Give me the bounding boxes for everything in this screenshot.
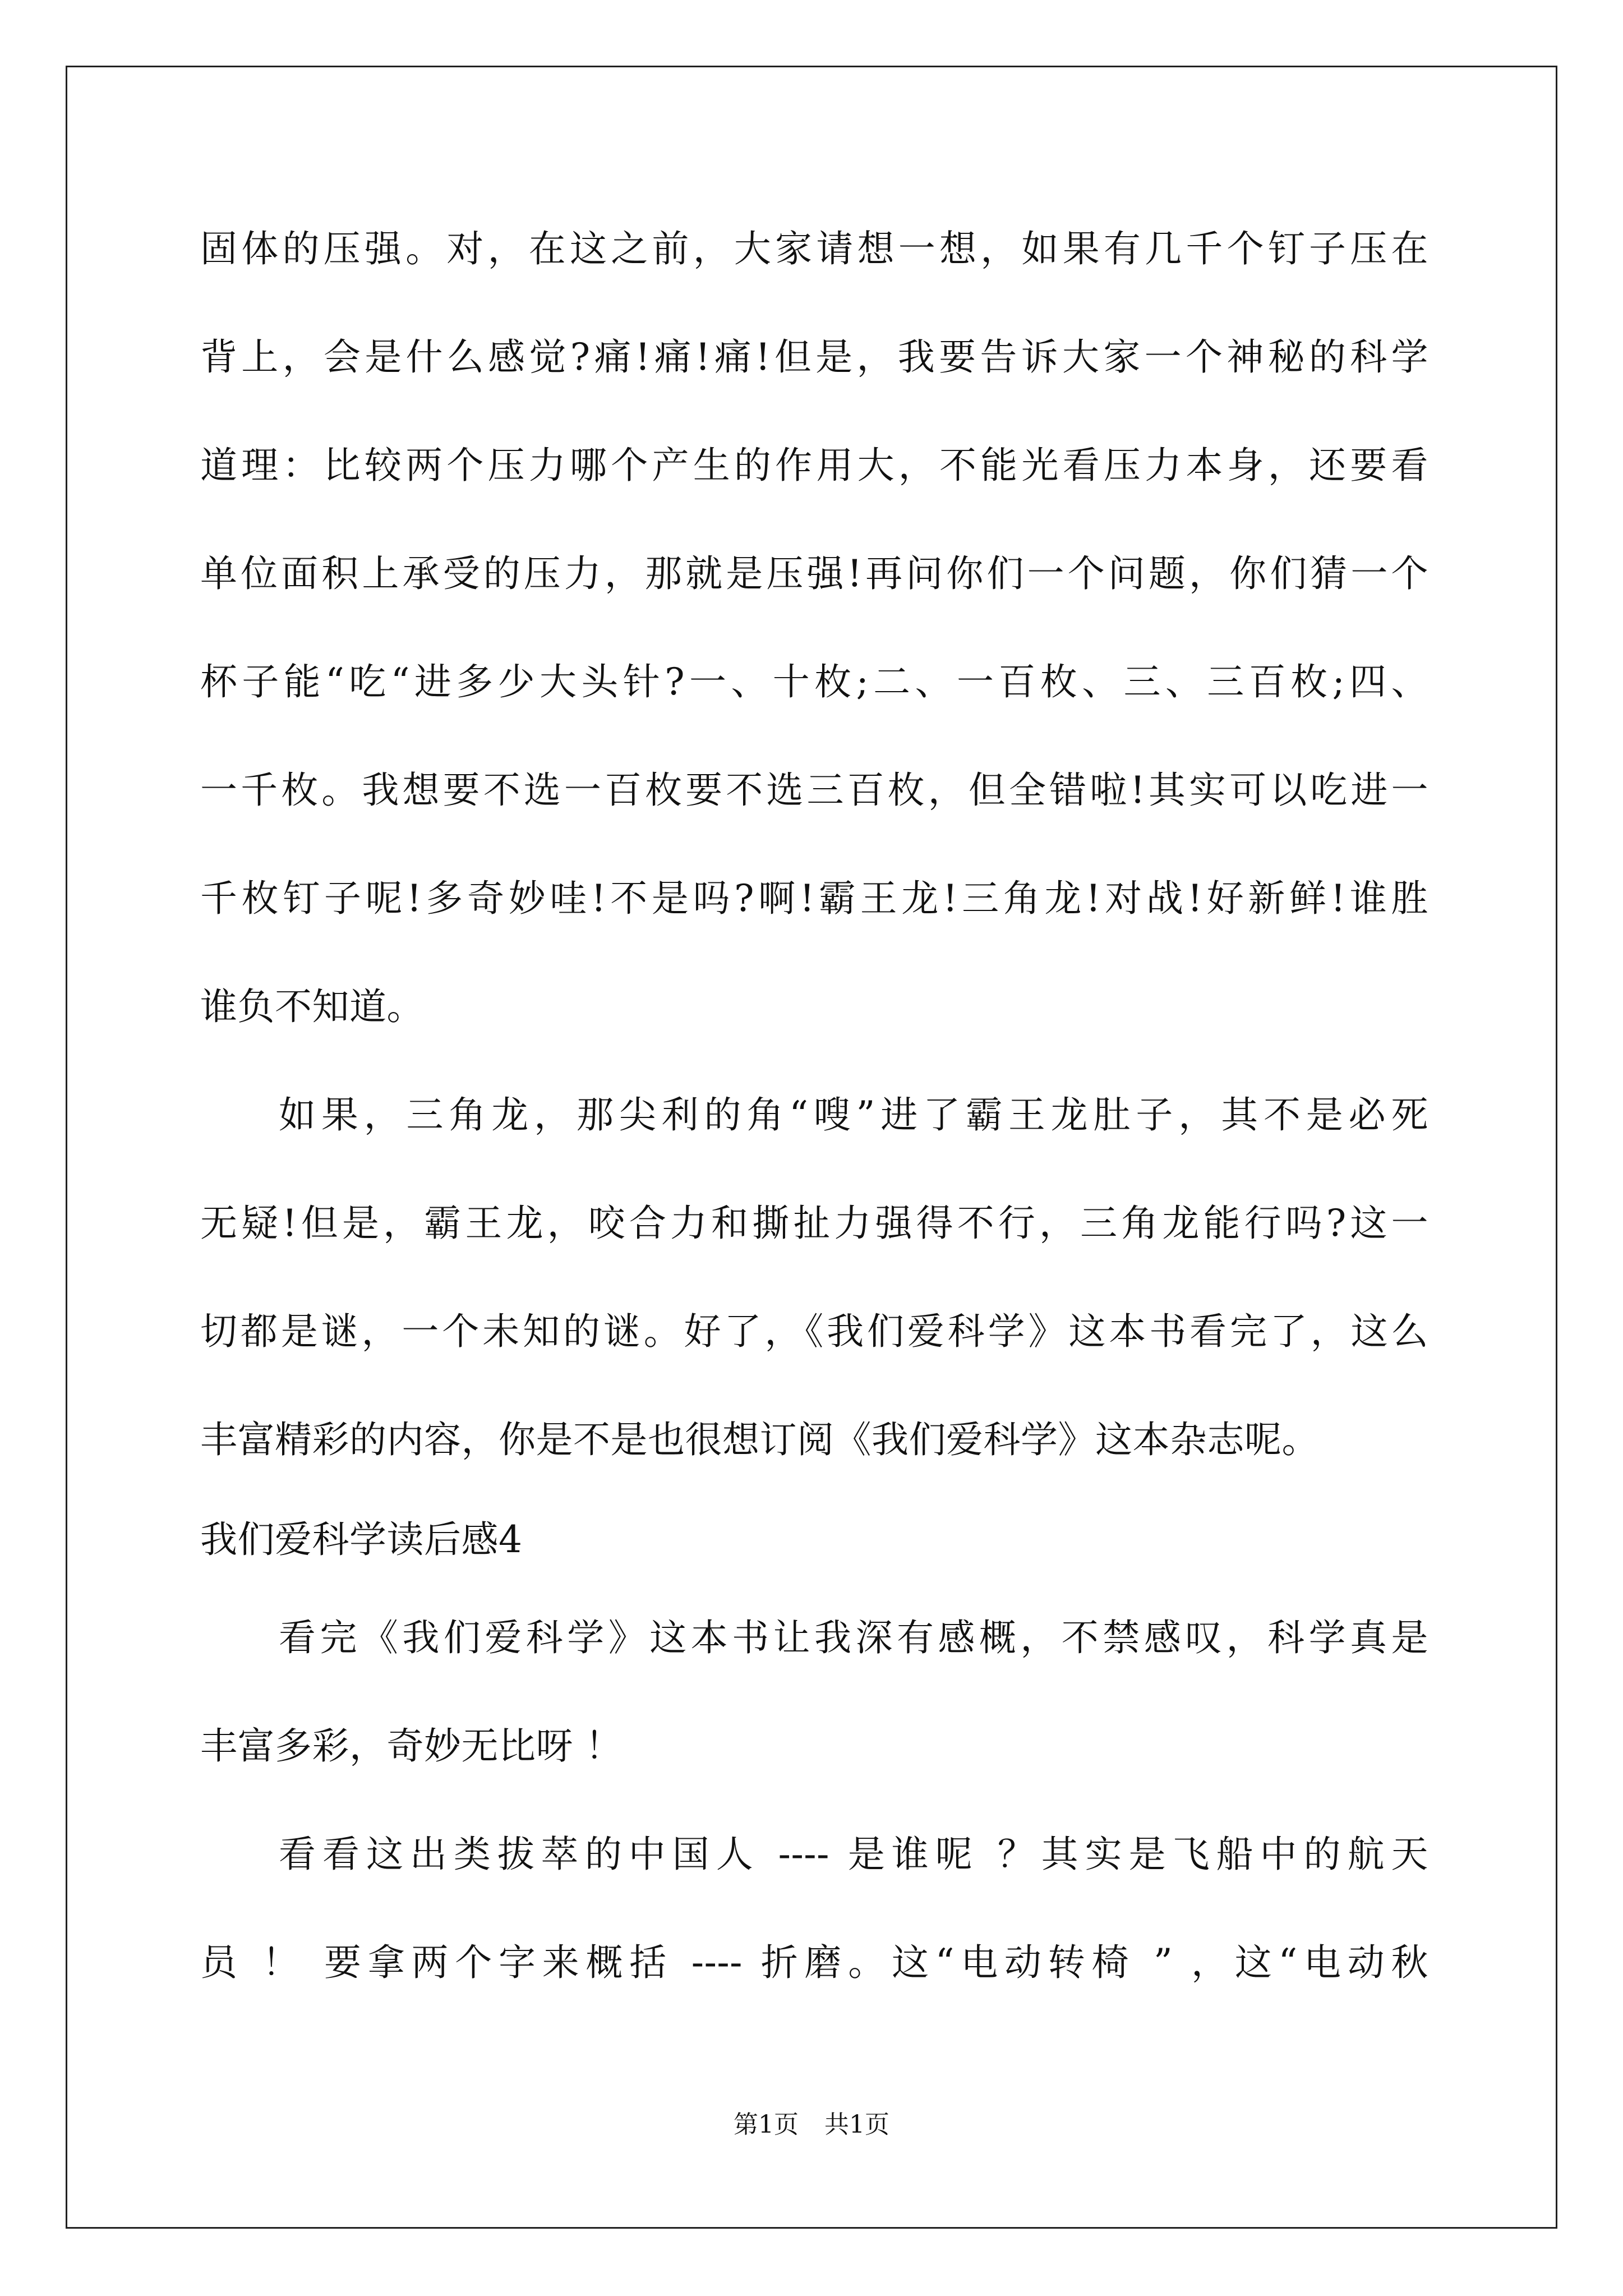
text-line: 无疑!但是，霸王龙，咬合力和撕扯力强得不行，三角龙能行吗?这一	[200, 1202, 1428, 1245]
text-line: 单位面积上承受的压力，那就是压强!再问你们一个问题，你们猜一个	[200, 552, 1428, 595]
text-line: 道理：比较两个压力哪个产生的作用大，不能光看压力本身，还要看	[200, 444, 1428, 487]
text-line: 千枚钉子呢!多奇妙哇!不是吗?啊!霸王龙!三角龙!对战!好新鲜!谁胜	[200, 877, 1428, 920]
section-heading: 我们爱科学读后感4	[200, 1518, 523, 1561]
text-line: 看看这出类拔萃的中国人 ---- 是谁呢 ？其实是飞船中的航天	[279, 1833, 1428, 1876]
text-line: 背上，会是什么感觉?痛!痛!痛!但是，我要告诉大家一个神秘的科学	[200, 335, 1428, 379]
text-line: 如果，三角龙，那尖利的角“嗖”进了霸王龙肚子，其不是必死	[279, 1093, 1428, 1137]
text-line: 丰富多彩，奇妙无比呀 ！	[200, 1724, 623, 1768]
page-footer	[0, 2109, 1623, 2141]
text-line: 员 ！ 要拿两个字来概括 ---- 折磨。这“电动转椅 ” ，这“电动秋	[200, 1941, 1428, 1984]
text-line: 丰富精彩的内容，你是不是也很想订阅《我们爱科学》这本杂志呢。	[200, 1418, 1319, 1461]
page-number: 第1页	[734, 2110, 799, 2139]
text-line: 看完《我们爱科学》这本书让我深有感概，不禁感叹，科学真是	[279, 1616, 1428, 1659]
text-line: 一千枚。我想要不选一百枚要不选三百枚，但全错啦!其实可以吃进一	[200, 769, 1428, 812]
text-line: 杯子能“吃“进多少大头针?一、十枚;二、一百枚、三、三百枚;四、	[200, 660, 1428, 703]
text-line: 切都是谜，一个未知的谜。好了，《我们爱科学》这本书看完了，这么	[200, 1310, 1428, 1353]
text-line: 谁负不知道。	[200, 985, 424, 1028]
page-border	[66, 66, 1557, 2229]
page-total: 共1页	[824, 2110, 889, 2139]
text-line: 固体的压强。对，在这之前，大家请想一想，如果有几千个钉子压在	[200, 227, 1428, 270]
